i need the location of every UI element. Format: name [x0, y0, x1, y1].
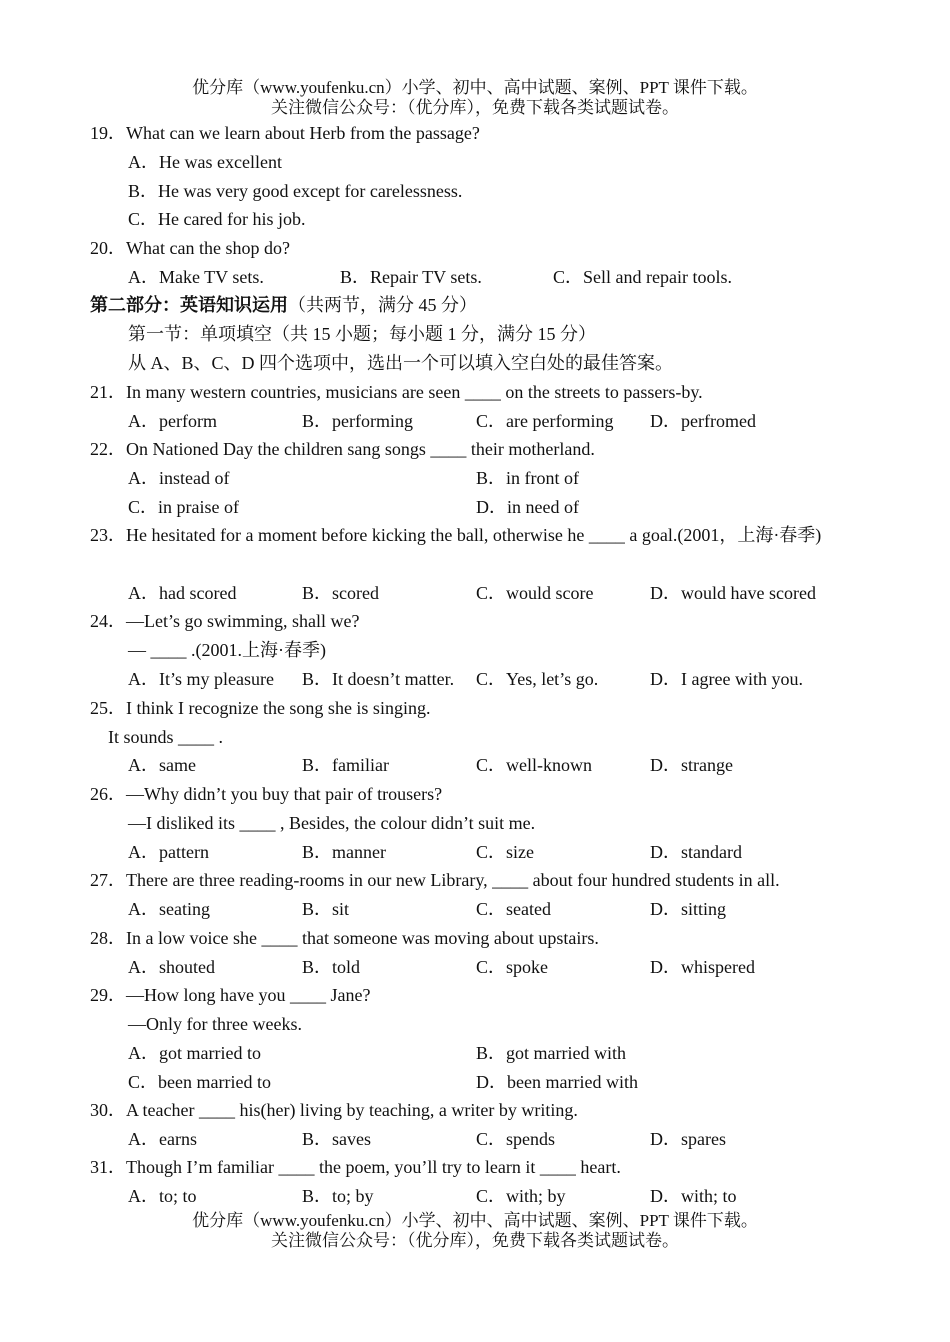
question-23-options	[128, 581, 908, 605]
question-31-options	[128, 1184, 908, 1208]
question-25-option-c: C．well-known	[476, 755, 592, 775]
question-27-option-d: D．sitting	[650, 899, 727, 919]
question-22-option-c: C．in praise of	[128, 497, 239, 517]
question-19-option-a: A．He was excellent	[128, 152, 282, 172]
question-21-stem: 21．In many western countries, musicians are seen ____ on the streets to passers-by.	[90, 382, 703, 402]
question-23-option-c: C．would score	[476, 583, 594, 603]
question-22-options-row1	[128, 466, 908, 490]
question-28-option-b: B．told	[302, 957, 361, 977]
question-30-option-b: B．saves	[302, 1129, 371, 1149]
question-22-option-d: D．in need of	[476, 497, 579, 517]
section-part-score: （共两节，满分 45 分）	[288, 295, 477, 315]
page-footer-line2: 关注微信公众号：（优分库），免费下载各类试题试卷。	[271, 1231, 679, 1250]
question-26-stem: 26．—Why didn’t you buy that pair of trousers?	[90, 784, 443, 804]
question-28-option-d: D．whispered	[650, 957, 755, 977]
question-23-option-a: A．had scored	[128, 583, 237, 603]
question-31-option-b: B．to; by	[302, 1186, 374, 1206]
question-24-options	[128, 667, 908, 691]
question-27-option-c: C．seated	[476, 899, 551, 919]
question-28-option-c: C．spoke	[476, 957, 548, 977]
question-28-option-a: A．shouted	[128, 957, 215, 977]
question-24-reply: — ____ .(2001.上海·春季)	[128, 640, 326, 660]
question-24-option-b: B．It doesn’t matter.	[302, 669, 455, 689]
question-30-option-c: C．spends	[476, 1129, 556, 1149]
question-21-option-a: A．perform	[128, 411, 217, 431]
question-24-stem: 24．—Let’s go swimming, shall we?	[90, 611, 360, 631]
question-25-option-a: A．same	[128, 755, 196, 775]
question-26-option-c: C．size	[476, 842, 534, 862]
question-22-option-b: B．in front of	[476, 468, 579, 488]
question-21-option-c: C．are performing	[476, 411, 614, 431]
question-25-option-d: D．strange	[650, 755, 733, 775]
question-31-option-d: D．with; to	[650, 1186, 737, 1206]
question-28-options	[128, 955, 908, 979]
question-19-option-c: C．He cared for his job.	[128, 209, 306, 229]
question-31-stem: 31．Though I’m familiar ____ the poem, you’ll try to learn it ____ heart.	[90, 1157, 621, 1177]
question-23-option-b: B．scored	[302, 583, 379, 603]
question-24-option-d: D．I agree with you.	[650, 669, 803, 689]
question-22-options-row2	[128, 495, 908, 519]
question-25-option-b: B．familiar	[302, 755, 389, 775]
section-heading	[90, 293, 870, 317]
question-21-option-d: D．perfromed	[650, 411, 756, 431]
page-header-line1: 优分库（www.youfenku.cn）小学、初中、高中试题、案例、PPT 课件下载。	[192, 78, 758, 97]
question-22-option-a: A．instead of	[128, 468, 230, 488]
question-29-option-d: D．been married with	[476, 1072, 638, 1092]
question-26-option-d: D．standard	[650, 842, 742, 862]
question-20-option-b: B．Repair TV sets.	[340, 267, 482, 287]
question-26-reply: —I disliked its ____ , Besides, the colour didn’t suit me.	[128, 813, 536, 833]
page-header-line2: 关注微信公众号：（优分库），免费下载各类试题试卷。	[271, 98, 679, 117]
question-31-option-a: A．to; to	[128, 1186, 197, 1206]
question-23-stem: 23．He hesitated for a moment before kicking the ball, otherwise he ____ a goal.(2001，上海·春季)	[90, 525, 822, 545]
question-26-option-a: A．pattern	[128, 842, 209, 862]
question-20-option-a: A．Make TV sets.	[128, 267, 264, 287]
question-23-option-d: D．would have scored	[650, 583, 816, 603]
question-25-stem: 25．I think I recognize the song she is singing.	[90, 698, 431, 718]
question-20-option-c: C．Sell and repair tools.	[553, 267, 732, 287]
question-19-option-b: B．He was very good except for carelessness.	[128, 181, 463, 201]
page-footer-line1: 优分库（www.youfenku.cn）小学、初中、高中试题、案例、PPT 课件下载。	[192, 1211, 758, 1230]
question-25-line2: It sounds ____ .	[108, 727, 224, 747]
question-25-options	[128, 753, 908, 777]
question-29-option-c: C．been married to	[128, 1072, 271, 1092]
question-27-stem: 27．There are three reading-rooms in our new Library, ____ about four hundred students in all.	[90, 870, 780, 890]
question-31-option-c: C．with; by	[476, 1186, 566, 1206]
question-27-option-a: A．seating	[128, 899, 210, 919]
question-21-options	[128, 409, 908, 433]
question-20-stem: 20．What can the shop do?	[90, 238, 290, 258]
question-29-options-row1	[128, 1041, 908, 1065]
question-30-options	[128, 1127, 908, 1151]
subsection-heading: 第一节：单项填空（共 15 小题；每小题 1 分，满分 15 分）	[128, 324, 596, 344]
question-29-option-a: A．got married to	[128, 1043, 261, 1063]
question-24-option-c: C．Yes, let’s go.	[476, 669, 599, 689]
question-29-reply: —Only for three weeks.	[128, 1014, 302, 1034]
question-21-option-b: B．performing	[302, 411, 413, 431]
question-27-options	[128, 897, 908, 921]
question-30-option-a: A．earns	[128, 1129, 197, 1149]
question-27-option-b: B．sit	[302, 899, 350, 919]
question-19-stem: 19．What can we learn about Herb from the passage?	[90, 123, 480, 143]
section-instruction: 从 A、B、C、D 四个选项中，选出一个可以填入空白处的最佳答案。	[128, 353, 674, 373]
question-24-option-a: A．It’s my pleasure	[128, 669, 274, 689]
question-29-stem: 29．—How long have you ____ Jane?	[90, 985, 371, 1005]
question-22-stem: 22．On Nationed Day the children sang songs ____ their motherland.	[90, 439, 595, 459]
question-29-options-row2	[128, 1070, 908, 1094]
question-26-options	[128, 840, 908, 864]
question-20-options	[128, 265, 908, 289]
section-part-title: 第二部分：英语知识运用	[90, 295, 288, 315]
question-28-stem: 28．In a low voice she ____ that someone was moving about upstairs.	[90, 928, 599, 948]
question-30-stem: 30．A teacher ____ his(her) living by teaching, a writer by writing.	[90, 1100, 578, 1120]
question-26-option-b: B．manner	[302, 842, 386, 862]
question-29-option-b: B．got married with	[476, 1043, 626, 1063]
question-30-option-d: D．spares	[650, 1129, 726, 1149]
